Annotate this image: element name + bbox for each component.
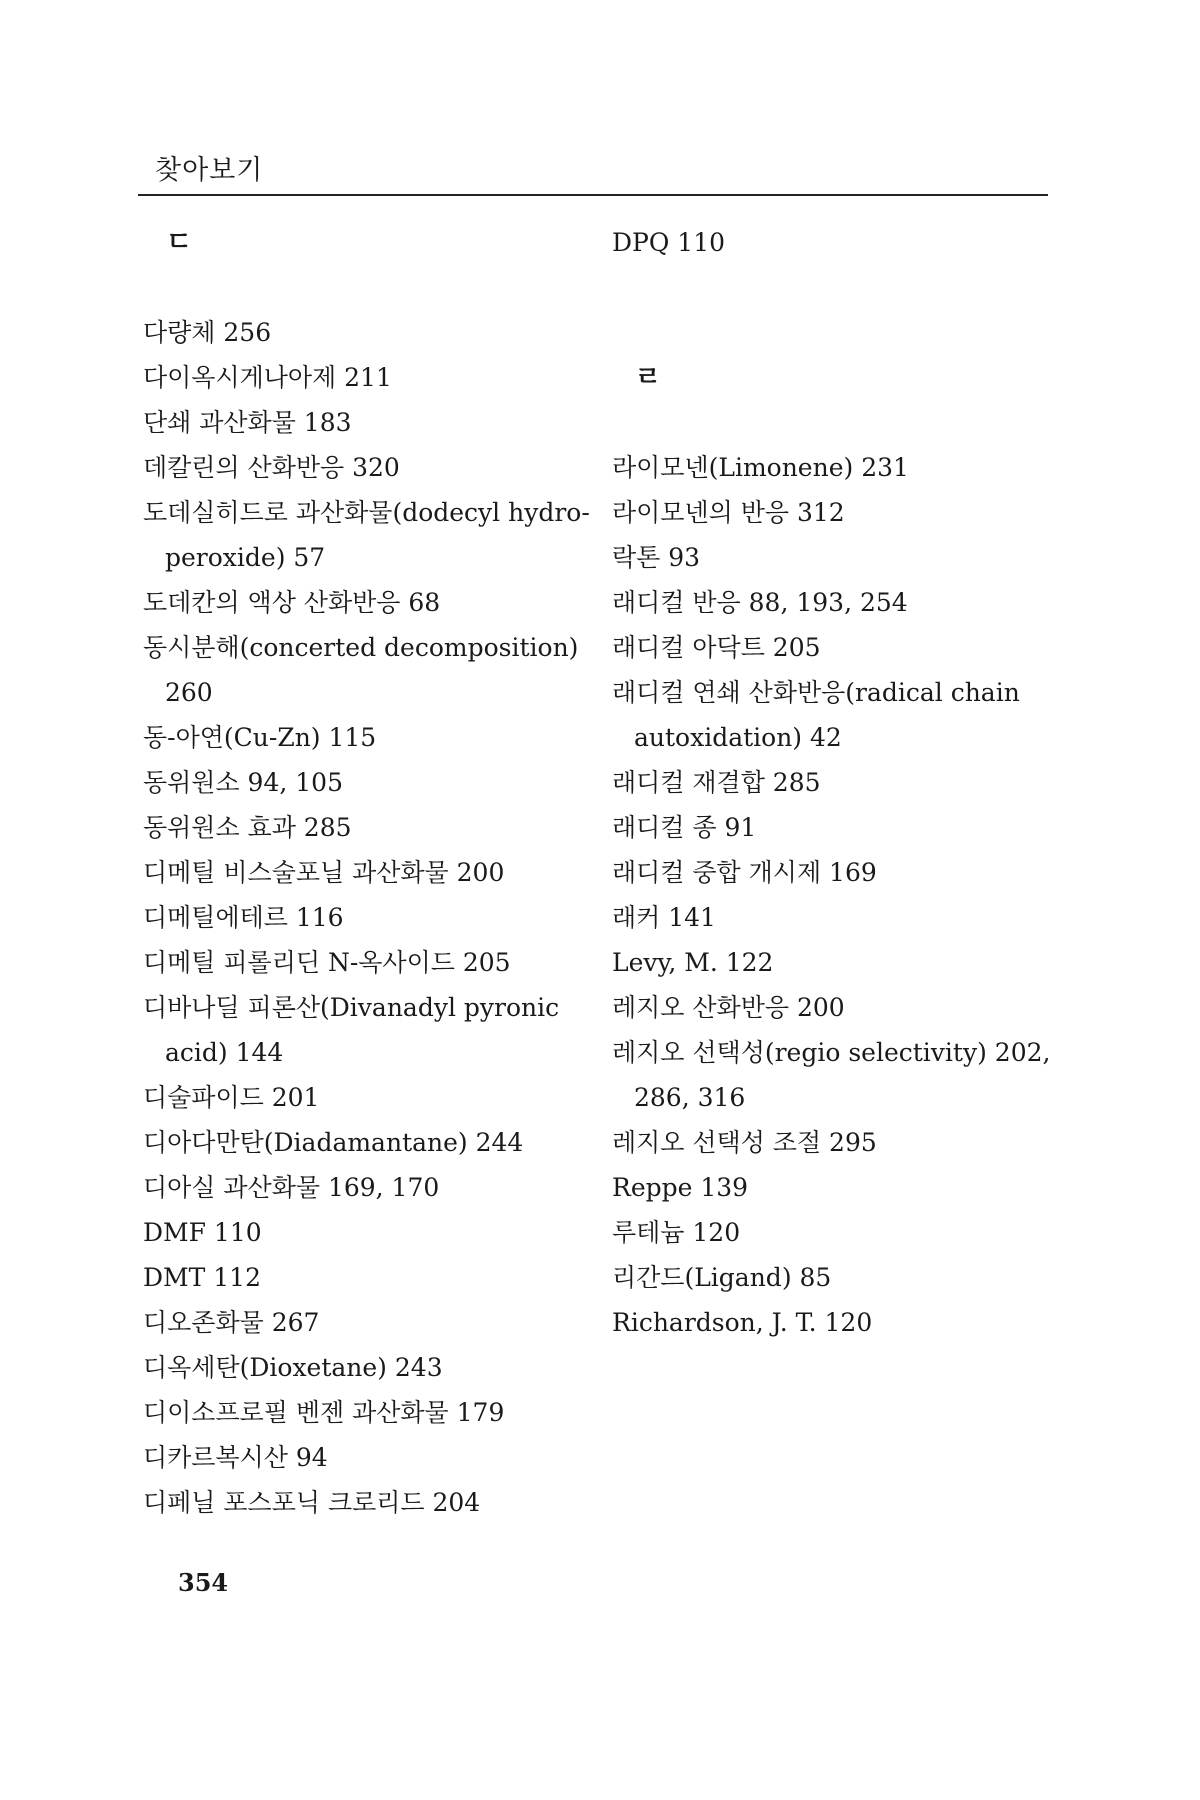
index-entry: Levy, M. 122	[612, 948, 774, 977]
index-entry: Reppe 139	[612, 1173, 749, 1202]
index-entry: 레지오 산화반응 200	[612, 993, 845, 1022]
index-entry: 래디컬 반응 88, 193, 254	[612, 588, 908, 617]
spacer	[612, 400, 1072, 445]
index-entry: 단쇄 과산화물 183	[143, 408, 352, 437]
index-entry: 디아실 과산화물 169, 170	[143, 1173, 440, 1202]
spacer	[612, 265, 1072, 310]
index-entry: DPQ 110	[612, 228, 726, 257]
index-entry: 다이옥시게나아제 211	[143, 363, 392, 392]
index-entry: 디이소프로필 벤젠 과산화물 179	[143, 1398, 505, 1427]
index-column-left	[143, 220, 593, 1525]
section-letter-d: ㄷ	[166, 227, 193, 258]
index-entry: 다량체 256	[143, 318, 272, 347]
index-entry: 도데실히드로 과산화물(dodecyl hydro-	[143, 498, 590, 527]
index-entry: 디바나딜 피론산(Divanadyl pyronic	[143, 993, 560, 1022]
page-header-title: 찾아보기	[155, 155, 264, 186]
header-rule	[138, 194, 1048, 196]
spacer	[612, 310, 1072, 355]
index-entry-continuation: autoxidation) 42	[634, 723, 842, 752]
index-entry-continuation: peroxide) 57	[165, 543, 326, 572]
index-entry: 도데칸의 액상 산화반응 68	[143, 588, 441, 617]
index-entry: 래디컬 중합 개시제 169	[612, 858, 877, 887]
index-entry: 래디컬 연쇄 산화반응(radical chain	[612, 678, 1020, 707]
index-entry: 래커 141	[612, 903, 716, 932]
index-entry: 레지오 선택성(regio selectivity) 202,	[612, 1038, 1051, 1067]
index-entry: 동시분해(concerted decomposition)	[143, 633, 579, 662]
index-entry: 디메틸에테르 116	[143, 903, 344, 932]
index-entry: 동위원소 94, 105	[143, 768, 343, 797]
index-entry: 래디컬 종 91	[612, 813, 757, 842]
index-entry-continuation: 286, 316	[634, 1083, 746, 1112]
index-entry: 동-아연(Cu-Zn) 115	[143, 723, 377, 752]
index-entry: 디메틸 피롤리딘 N-옥사이드 205	[143, 948, 511, 977]
spacer	[143, 265, 593, 310]
index-entry: 래디컬 재결합 285	[612, 768, 821, 797]
index-entry: 디페닐 포스포닉 크로리드 204	[143, 1488, 481, 1517]
section-letter-r: ㄹ	[635, 362, 662, 393]
page-number: 354	[178, 1568, 229, 1597]
index-entry: 리간드(Ligand) 85	[612, 1263, 832, 1292]
index-entry: DMF 110	[143, 1218, 262, 1247]
index-entry: DMT 112	[143, 1263, 261, 1292]
index-entry: 디옥세탄(Dioxetane) 243	[143, 1353, 443, 1382]
index-entry: 디메틸 비스술포닐 과산화물 200	[143, 858, 505, 887]
index-entry: 데칼린의 산화반응 320	[143, 453, 400, 482]
index-entry: 동위원소 효과 285	[143, 813, 352, 842]
index-entry: Richardson, J. T. 120	[612, 1308, 873, 1337]
index-entry: 라이모넨의 반응 312	[612, 498, 845, 527]
index-entry: 디오존화물 267	[143, 1308, 320, 1337]
index-entry: 래디컬 아닥트 205	[612, 633, 821, 662]
index-entry: 레지오 선택성 조절 295	[612, 1128, 877, 1157]
index-entry: 디아다만탄(Diadamantane) 244	[143, 1128, 524, 1157]
index-entry: 디카르복시산 94	[143, 1443, 328, 1472]
index-entry: 라이모넨(Limonene) 231	[612, 453, 909, 482]
index-entry: 루테늄 120	[612, 1218, 741, 1247]
index-entry-continuation: 260	[165, 678, 213, 707]
index-entry-continuation: acid) 144	[165, 1038, 284, 1067]
index-column-right	[612, 220, 1072, 1345]
index-entry: 디술파이드 201	[143, 1083, 320, 1112]
index-entry: 락톤 93	[612, 543, 701, 572]
